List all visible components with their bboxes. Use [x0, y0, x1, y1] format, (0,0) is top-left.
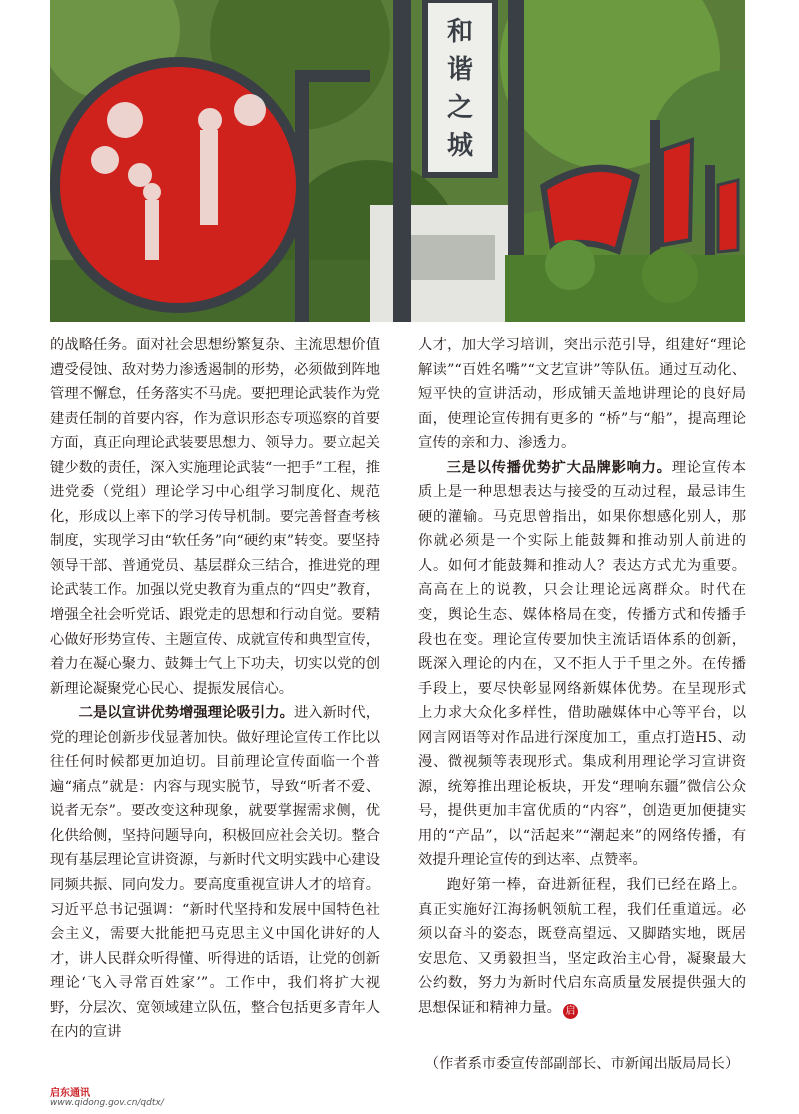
photo-illustration — [50, 0, 745, 322]
right-paragraph-1: 人才，加大学习培训，突出示范引导，组建好“理论解读”“百姓名嘴”“文艺宣讲”等队伍。通过互动化、短平快的宣讲活动，形成铺天盖地讲理论的良好局面，使理论宣传拥有更多的 “桥”与“船”，提高理论宣传的亲和力、渗透力。 — [418, 337, 746, 452]
right-column — [418, 333, 746, 1020]
right-paragraph-2-body: 理论宣传本质上是一种思想表达与接受的互动过程，最忌讳生硬的灌输。马克思曾指出，如果你想感化别人，那你就必须是一个实际上能鼓舞和推动别人前进的人。如何才能鼓舞和推动人？表达方式尤为重要。高高在上的说教，只会让理论远离群众。时代在变，舆论生态、媒体格局在变，传播方式和传播手段也在变。理论宣传要加快主流话语体系的创新，既深入理论的内在，又不拒人于千里之外。在传播手段上，要尽快彰显网络新媒体优势。在呈现形式上力求大众化多样性，借助融媒体中心等平台，以网言网语等对作品进行深度加工，重点打造H5、动漫、微视频等表现形式。集成利用理论学习宣讲资源，统筹推出理论板块，开发“理响东疆”微信公众号，提供更加丰富优质的“内容”，创造更加便捷实用的“产品”，以“活起来”“潮起来”的网络传播，有效提升理论宣传的到达率、点赞率。 — [418, 459, 747, 869]
left-paragraph-2-body: 进入新时代，党的理论创新步伐显著加快。做好理论宣传工作比以往任何时候都更加迫切。目前理论宣传面临一个普遍“痛点”就是：内容与现实脱节，导致“听者不爱、说者无奈”。要改变这种现象，就要掌握需求侧，优化供给侧，坚持问题导向，积极回应社会关切。整合现有基层理论宣讲资源，与新时代文明实践中心建设同频共振、同向发力。要高度重视宣讲人才的培育。习近平总书记强调：“新时代坚持和发展中国特色社会主义，需要大批能把马克思主义中国化讲好的人才，讲人民群众听得懂、听得进的话语，让党的创新理论‘飞入寻常百姓家’”。工作中，我们将扩大视野，分层次、宽领域建立队伍，整合包括更多青年人在内的宣讲 — [50, 705, 381, 1041]
sign-char-3: 之 — [446, 93, 474, 123]
author-note: （作者系市委宣传部副部长、市新闻出版局局长） — [424, 1056, 740, 1072]
sign-char-4: 城 — [446, 131, 474, 161]
right-paragraph-3-body: 跑好第一棒，奋进新征程，我们已经在路上。真正实施好江海扬帆领航工程，我们任重道远。必须以奋斗的姿态，既登高望远、又脚踏实地，既居安思危、又勇毅担当，坚定政治主心骨，凝聚最大公约数，努力为新时代启东高质量发展提供强大的思想保证和精神力量。 — [418, 877, 746, 1016]
left-paragraph-1: 的战略任务。面对社会思想纷繁复杂、主流思想价值遭受侵蚀、敌对势力渗透遏制的形势，必须做到阵地管理不懈怠，任务落实不马虎。要把理论武装作为党建责任制的首要内容，作为意识形态专项巡察的首要方面，真正向理论武装要思想力、领导力。要立起关键少数的责任，深入实施理论武装“一把手”工程，推进党委（党组）理论学习中心组学习制度化、规范化，形成以上率下的学习传导机制。要完善督查考核制度，实现学习由“软任务”向“硬约束”转变。要坚持领导干部、普通党员、基层群众三结合，推进党的理论武装工作。加强以党史教育为重点的“四史”教育，增强全社会听党话、跟党走的思想和行动自觉。要精心做好形势宣传、主题宣传、成就宣传和典型宣传，着力在凝心聚力、鼓舞士气上下功夫，切实以党的创新理论凝聚党心民心、提振发展信心。 — [50, 337, 380, 697]
section-heading-3: 三是以传播优势扩大品牌影响力。 — [446, 459, 672, 476]
header-photo — [50, 0, 745, 322]
end-mark-icon: 启 — [563, 1004, 578, 1019]
sign-char-2: 谐 — [446, 55, 474, 85]
section-heading-2: 二是以宣讲优势增强理论吸引力。 — [78, 705, 294, 722]
left-paragraph-2 — [50, 701, 380, 1045]
sign-char-1: 和 — [446, 17, 474, 47]
right-paragraph-3 — [418, 873, 746, 1020]
left-column — [50, 333, 380, 1045]
footer-brand: 启东通讯 — [50, 1088, 90, 1099]
right-paragraph-2 — [418, 456, 746, 873]
footer-url[interactable]: www.qidong.gov.cn/qdtx/ — [50, 1098, 164, 1108]
